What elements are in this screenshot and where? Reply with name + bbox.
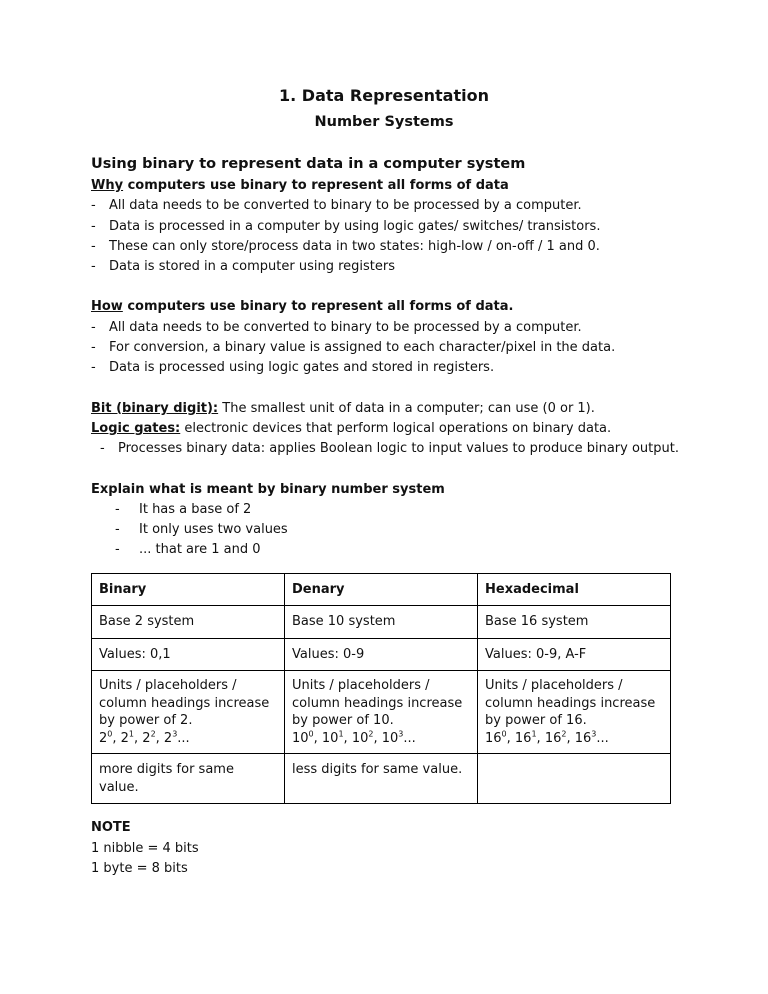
note-line: 1 nibble = 4 bits xyxy=(91,840,199,856)
power-base: 16 xyxy=(485,730,502,746)
how-heading xyxy=(91,297,691,317)
note-line: 1 byte = 8 bits xyxy=(91,860,188,876)
list-item: - Data is processed in a computer by using logic gates/ switches/ transistors. xyxy=(91,218,601,234)
powers-line: $2^0$, $2^1$, $2^2$, $2^3$... xyxy=(99,729,190,746)
list-item: - Processes binary data: applies Boolean logic to input values to produce binary output. xyxy=(100,441,679,457)
power-base: 16 xyxy=(544,730,562,746)
how-rest: computers use binary to represent all forms of data. xyxy=(122,299,514,315)
power-suffix: ... xyxy=(596,730,609,746)
table-header-row xyxy=(92,573,671,606)
why-rest: computers use binary to represent all forms of data xyxy=(123,178,509,193)
power-base: 2 xyxy=(142,730,151,746)
power-base: 16 xyxy=(514,730,532,746)
power-base: 2 xyxy=(120,730,129,746)
power-exponent: 2 xyxy=(150,729,156,739)
list-item: - For conversion, a binary value is assigned to each character/pixel in the data. xyxy=(91,340,616,356)
power-base: 16 xyxy=(574,730,592,746)
document-body xyxy=(91,154,691,879)
logic-gates-text: electronic devices that perform logical operations on binary data. xyxy=(180,420,612,436)
table-cell: Base 2 system xyxy=(92,606,285,639)
power-base: 10 xyxy=(351,730,369,746)
bit-text: The smallest unit of data in a computer; can use (0 or 1). xyxy=(218,400,595,416)
table-header-cell: Hexadecimal xyxy=(478,573,671,606)
list-item: - All data needs to be converted to binary to be processed by a computer. xyxy=(91,198,582,214)
power-exponent: 1 xyxy=(128,729,135,739)
list-item: - These can only store/process data in two states: high-low / on-off / 1 and 0. xyxy=(91,238,600,254)
section-heading-binary-representation: Using binary to represent data in a computer system xyxy=(91,156,526,172)
table-cell xyxy=(478,754,671,804)
table-cell xyxy=(478,671,671,754)
table-cell: Base 16 system xyxy=(478,606,671,639)
bit-definition xyxy=(91,399,691,419)
list-item: - It has a base of 2 xyxy=(115,501,252,517)
logic-gates-definition xyxy=(91,419,691,439)
power-base: 2 xyxy=(163,730,173,746)
list-item: - All data needs to be converted to binary to be processed by a computer. xyxy=(91,319,582,335)
table-row xyxy=(92,671,671,754)
page-subtitle: Number Systems xyxy=(314,114,454,130)
logic-gates-label: Logic gates: xyxy=(91,420,181,436)
units-text: Units / placeholders / column headings increase by power of 2. xyxy=(99,678,270,729)
powers-line: $16^0$, $16^1$, $16^2$, $16^3$... xyxy=(485,729,609,746)
table-cell: more digits for same value. xyxy=(92,754,285,804)
table-row xyxy=(92,638,671,671)
units-text: Units / placeholders / column headings increase by power of 16. xyxy=(485,678,656,729)
how-label: How xyxy=(91,299,123,315)
power-exponent: 1 xyxy=(531,729,537,739)
list-item: - It only uses two values xyxy=(115,522,288,538)
table-cell xyxy=(92,671,285,754)
why-label: Why xyxy=(91,178,124,193)
power-exponent: 2 xyxy=(368,729,374,739)
table-cell xyxy=(285,671,478,754)
power-base: 10 xyxy=(381,730,399,746)
power-suffix: ... xyxy=(403,730,416,746)
power-exponent: 0 xyxy=(501,729,507,739)
table-header-cell: Binary xyxy=(92,573,285,606)
table-header-cell: Denary xyxy=(285,573,478,606)
table-cell: less digits for same value. xyxy=(285,754,478,804)
table-row xyxy=(92,754,671,804)
power-base: 10 xyxy=(321,730,339,746)
table-cell: Values: 0-9, A-F xyxy=(478,638,671,671)
note-block xyxy=(91,818,691,879)
power-exponent: 1 xyxy=(338,729,344,739)
bit-label: Bit (binary digit): xyxy=(91,400,219,416)
units-text: Units / placeholders / column headings increase by power of 10. xyxy=(292,678,463,729)
list-item: - Data is processed using logic gates and stored in registers. xyxy=(91,360,495,376)
power-base: 2 xyxy=(99,730,108,746)
list-item: - ... that are 1 and 0 xyxy=(115,542,261,558)
power-exponent: 0 xyxy=(308,729,314,739)
power-exponent: 3 xyxy=(591,729,597,739)
number-systems-table xyxy=(91,573,671,805)
note-heading: NOTE xyxy=(91,820,131,836)
table-cell: Values: 0,1 xyxy=(92,638,285,671)
table-cell: Base 10 system xyxy=(285,606,478,639)
power-exponent: 3 xyxy=(172,729,178,739)
power-suffix: ... xyxy=(177,730,190,746)
power-exponent: 2 xyxy=(561,729,567,739)
power-exponent: 3 xyxy=(398,729,404,739)
table-cell: Values: 0-9 xyxy=(285,638,478,671)
table-row xyxy=(92,606,671,639)
section-heading-binary-system: Explain what is meant by binary number system xyxy=(91,481,445,497)
powers-line: $10^0$, $10^1$, $10^2$, $10^3$... xyxy=(292,729,416,746)
list-item: - Data is stored in a computer using registers xyxy=(91,259,396,275)
power-exponent: 0 xyxy=(107,729,113,739)
page-title: 1. Data Representation xyxy=(279,86,489,105)
power-base: 10 xyxy=(292,730,309,746)
why-heading xyxy=(91,176,691,196)
